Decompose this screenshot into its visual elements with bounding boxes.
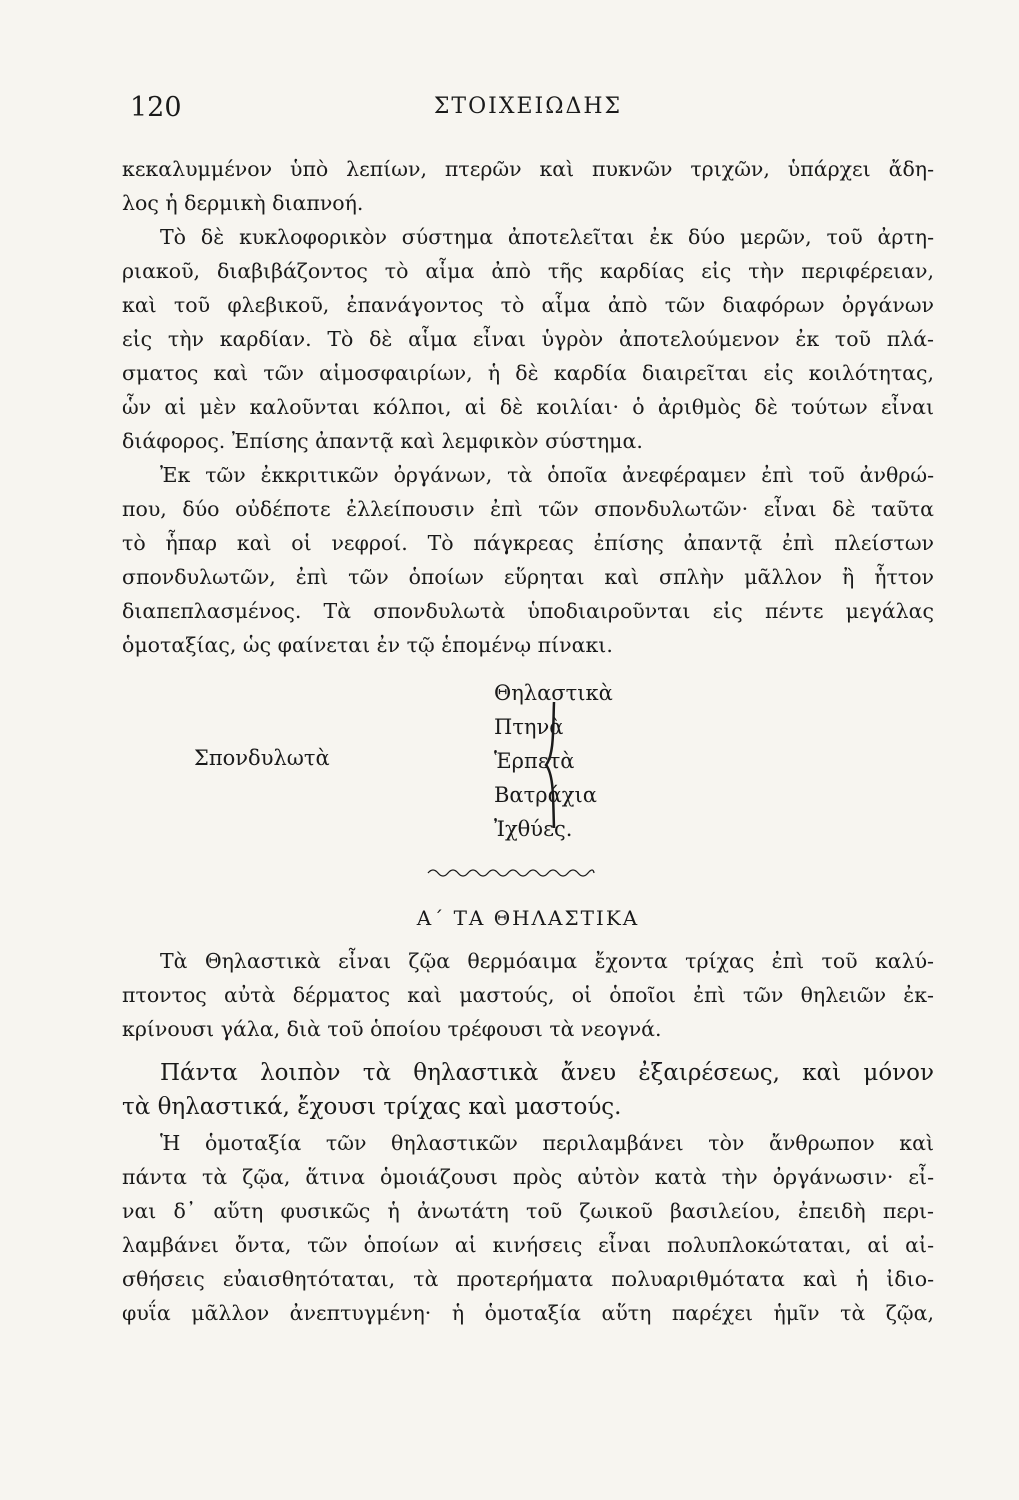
text-line: εἰς τὴν καρδίαν. Τὸ δὲ αἷμα εἶναι ὑγρὸν ἀποτελούμενον ἐκ τοῦ πλά- <box>122 327 934 351</box>
section-paragraph <box>122 944 934 1046</box>
text-line: ὧν αἱ μὲν καλοῦνται κόλποι, αἱ δὲ κοιλίαι· ὁ ἀριθμὸς δὲ τούτων εἶναι <box>122 395 934 419</box>
classification-label: Σπονδυλωτὰ <box>194 746 330 770</box>
text-line: Ἡ ὁμοταξία τῶν θηλαστικῶν περιλαμβάνει τὸν ἄνθρωπον καὶ <box>160 1131 934 1155</box>
wavy-divider-icon <box>426 866 596 880</box>
final-paragraph <box>122 1126 934 1330</box>
text-line: κεκαλυμμένον ὑπὸ λεπίων, πτερῶν καὶ πυκνῶν τριχῶν, ὑπάρχει ἄδη- <box>122 157 934 181</box>
text-line: σματος καὶ τῶν αἱμοσφαιρίων, ἡ δὲ καρδία διαιρεῖται εἰς κοιλότητας, <box>122 361 934 385</box>
text-line: καὶ τοῦ φλεβικοῦ, ἐπανάγοντος τὸ αἷμα ἀπὸ τῶν διαφόρων ὀργάνων <box>122 293 934 317</box>
text-line: πάντα τὰ ζῷα, ἅτινα ὁμοιάζουσι πρὸς αὐτὸν κατὰ τὴν ὀργάνωσιν· εἶ- <box>122 1165 934 1189</box>
text-line: ναι δ᾽ αὕτη φυσικῶς ἡ ἀνωτάτη τοῦ ζωικοῦ βασιλείου, ἐπειδὴ περι- <box>122 1199 934 1223</box>
section-title: Α΄ ΤΑ ΘΗΛΑΣΤΙΚΑ <box>416 906 640 930</box>
text-line: ριακοῦ, διαβιβάζοντος τὸ αἷμα ἀπὸ τῆς καρδίας εἰς τὴν περιφέρειαν, <box>122 259 934 283</box>
text-line: τὸ ἧπαρ καὶ οἱ νεφροί. Τὸ πάγκρεας ἐπίσης ἀπαντᾷ ἐπὶ πλείστων <box>122 531 934 555</box>
page-number: 120 <box>130 92 182 123</box>
classification-item: Θηλαστικὰ <box>494 681 613 705</box>
vertebrate-classification <box>122 676 934 856</box>
text-line: κρίνουσι γάλα, διὰ τοῦ ὁποίου τρέφουσι τὰ νεογνά. <box>122 1017 662 1041</box>
text-line: διαπεπλασμένος. Τὰ σπονδυλωτὰ ὑποδιαιροῦνται εἰς πέντε μεγάλας <box>122 599 934 623</box>
text-line: λαμβάνει ὄντα, τῶν ὁποίων αἱ κινήσεις εἶναι πολυπλοκώταται, αἱ αἰ- <box>122 1233 934 1257</box>
text-line: σθήσεις εὐαισθητόταται, τὰ προτερήματα πολυαριθμότατα καὶ ἡ ἰδιο- <box>122 1267 934 1291</box>
text-line: ὁμοταξίας, ὡς φαίνεται ἐν τῷ ἑπομένῳ πίνακι. <box>122 633 613 657</box>
running-head: ΣΤΟΙΧΕΙΩΔΗΣ <box>433 94 623 119</box>
intro-text <box>122 152 934 662</box>
classification-item: Ἰχθύες. <box>494 817 573 841</box>
text-line: λος ἡ δερμικὴ διαπνοή. <box>122 191 364 215</box>
classification-item: Πτηνὰ <box>494 715 564 739</box>
text-line: σπονδυλωτῶν, ἐπὶ τῶν ὁποίων εὕρηται καὶ σπλὴν μᾶλλον ἢ ἧττον <box>122 565 934 589</box>
text-line: πτοντος αὐτὰ δέρματος καὶ μαστούς, οἱ ὁποῖοι ἐπὶ τῶν θηλειῶν ἐκ- <box>122 983 934 1007</box>
text-line: Πάντα λοιπὸν τὰ θηλαστικὰ ἄνευ ἐξαιρέσεως, καὶ μόνον <box>160 1060 934 1086</box>
text-line: Τὰ Θηλαστικὰ εἶναι ζῷα θερμόαιμα ἔχοντα τρίχας ἐπὶ τοῦ καλύ- <box>160 949 934 973</box>
text-line: Ἐκ τῶν ἐκκριτικῶν ὀργάνων, τὰ ὁποῖα ἀνεφέραμεν ἐπὶ τοῦ ἀνθρώ- <box>160 463 934 487</box>
page-header <box>122 92 934 132</box>
classification-item: Ἑρπετὰ <box>494 749 575 773</box>
classification-list <box>494 676 613 846</box>
text-line: διάφορος. Ἐπίσης ἀπαντᾷ καὶ λεμφικὸν σύστημα. <box>122 429 643 453</box>
emphasis-paragraph <box>122 1056 934 1124</box>
text-line: Τὸ δὲ κυκλοφορικὸν σύστημα ἀποτελεῖται ἐκ δύο μερῶν, τοῦ ἀρτη- <box>160 225 934 249</box>
text-line: φυΐα μᾶλλον ἀνεπτυγμένη· ἡ ὁμοταξία αὕτη παρέχει ἡμῖν τὰ ζῷα, <box>122 1301 934 1325</box>
text-line: που, δύο οὐδέποτε ἐλλείπουσιν ἐπὶ τῶν σπονδυλωτῶν· εἶναι δὲ ταῦτα <box>122 497 934 521</box>
text-line: τὰ θηλαστικά, ἔχουσι τρίχας καὶ μαστούς. <box>122 1094 622 1120</box>
classification-item: Βατράχια <box>494 783 597 807</box>
